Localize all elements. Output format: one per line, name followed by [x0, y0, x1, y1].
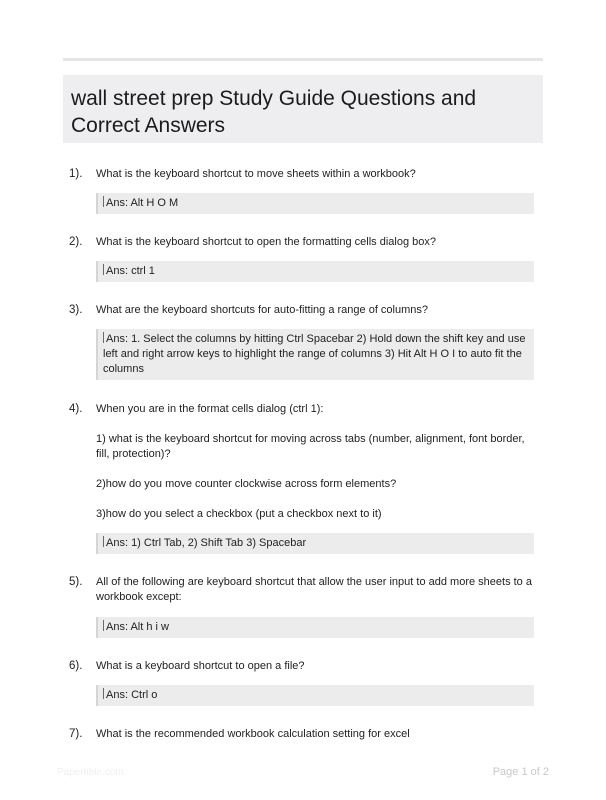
answer-text: Ans: ctrl 1	[106, 265, 155, 277]
answer-box-6	[96, 685, 534, 706]
question-paragraph: When you are in the format cells dialog (ctrl 1):	[96, 403, 324, 415]
question-text	[96, 575, 534, 605]
question-paragraph: All of the following are keyboard shortcut that allow the user input to add more sheets to a workbook except:	[96, 576, 532, 603]
question-paragraph: What is the keyboard shortcut to open the formatting cells dialog box?	[96, 236, 436, 248]
answer-marker	[103, 536, 104, 547]
answer-marker	[103, 264, 104, 275]
question-paragraph: What is the recommended workbook calculation setting for excel	[96, 728, 410, 740]
question-paragraph: What is the keyboard shortcut to move sheets within a workbook?	[96, 168, 416, 180]
footer-watermark: Papertible.com	[57, 767, 124, 778]
question-number: 4).	[69, 403, 83, 415]
question-paragraph: 1) what is the keyboard shortcut for moving across tabs (number, alignment, font border, fill, protection)?	[96, 433, 525, 460]
answer-box-3	[96, 329, 534, 380]
question-number: 6).	[69, 660, 83, 672]
question-text	[96, 727, 534, 742]
question-paragraph: 3)how do you select a checkbox (put a checkbox next to it)	[96, 508, 382, 520]
question-number: 1).	[69, 168, 83, 180]
question-paragraph: What is a keyboard shortcut to open a file?	[96, 660, 305, 672]
answer-text: Ans: Ctrl o	[106, 689, 158, 701]
answer-text: Ans: 1) Ctrl Tab, 2) Shift Tab 3) Spacebar	[106, 537, 307, 549]
title-banner	[63, 75, 543, 143]
answer-text: Ans: Alt H O M	[106, 197, 179, 209]
question-text	[96, 167, 534, 182]
question-paragraph: 2)how do you move counter clockwise across form elements?	[96, 478, 397, 490]
question-number: 7).	[69, 728, 83, 740]
answer-box-2	[96, 261, 534, 282]
page-number: Page 1 of 2	[492, 766, 549, 778]
answer-marker	[103, 196, 104, 207]
question-number: 3).	[69, 304, 83, 316]
question-text	[96, 235, 534, 250]
answer-box-5	[96, 617, 534, 638]
question-text	[96, 402, 534, 522]
question-text	[96, 303, 534, 318]
top-divider	[63, 58, 543, 61]
question-number: 5).	[69, 576, 83, 588]
answer-marker	[103, 620, 104, 631]
answer-text: Ans: Alt h i w	[106, 621, 169, 633]
question-number: 2).	[69, 236, 83, 248]
answer-text: Ans: 1. Select the columns by hitting Ctrl Spacebar 2) Hold down the shift key and use left and right arrow keys to highlight the range of columns 3) Hit Alt H O I to auto fit the columns	[103, 333, 526, 375]
document-title: wall street prep Study Guide Questions and Correct Answers	[71, 87, 477, 137]
answer-marker	[103, 332, 104, 343]
answer-marker	[103, 688, 104, 699]
question-paragraph: What are the keyboard shortcuts for auto-fitting a range of columns?	[96, 304, 429, 316]
question-text	[96, 659, 534, 674]
answer-box-4	[96, 533, 534, 554]
answer-box-1	[96, 193, 534, 214]
